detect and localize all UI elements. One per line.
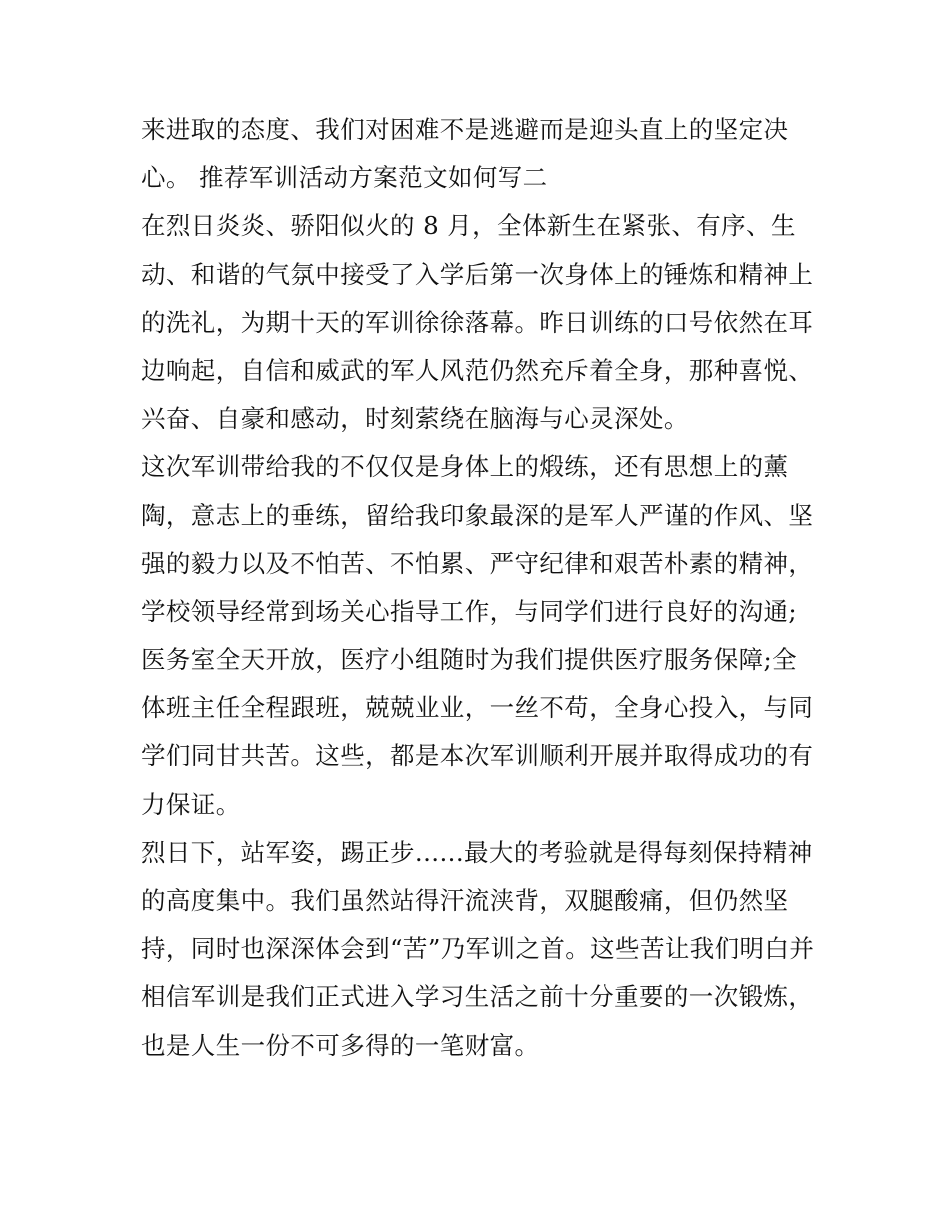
text-line: 学们同甘共苦。这些，都是本次军训顺利开展并取得成功的有 <box>141 741 814 771</box>
text-line: 力保证。 <box>141 789 241 819</box>
text-line: 强的毅力以及不怕苦、不怕累、严守纪律和艰苦朴素的精神， <box>141 548 814 578</box>
document-body <box>141 106 813 1070</box>
text-line: 兴奋、自豪和感动，时刻萦绕在脑海与心灵深处。 <box>141 404 689 434</box>
text-line: 也是人生一份不可多得的一笔财富。 <box>141 1030 540 1060</box>
text-line: 在烈日炎炎、骄阳似火的 8 月，全体新生在紧张、有序、生 <box>141 211 796 241</box>
text-line: 医务室全天开放，医疗小组随时为我们提供医疗服务保障;全 <box>141 645 798 675</box>
text-line: 陶，意志上的垂练，留给我印象最深的是军人严谨的作风、坚 <box>141 500 814 530</box>
text-line: 持，同时也深深体会到“苦”乃军训之首。这些苦让我们明白并 <box>141 934 815 964</box>
text-line: 来进取的态度、我们对困难不是逃避而是迎头直上的坚定决 <box>141 115 789 144</box>
text-line: 相信军训是我们正式进入学习生活之前十分重要的一次锻炼， <box>141 982 814 1012</box>
text-line: 学校领导经常到场关心指导工作，与同学们进行良好的沟通; <box>141 596 798 626</box>
text-line: 的高度集中。我们虽然站得汗流浃背，双腿酸痛，但仍然坚 <box>141 886 789 915</box>
text-line: 心。 推荐军训活动方案范文如何写二 <box>141 163 548 193</box>
text-line: 的洗礼，为期十天的军训徐徐落幕。昨日训练的口号依然在耳 <box>141 307 814 337</box>
text-line: 体班主任全程跟班，兢兢业业，一丝不苟，全身心投入，与同 <box>141 693 814 723</box>
text-line: 动、和谐的气氛中接受了入学后第一次身体上的锤炼和精神上 <box>141 259 814 289</box>
text-line: 这次军训带给我的不仅仅是身体上的煅练，还有思想上的薰 <box>141 452 789 482</box>
text-line: 烈日下，站军姿，踢正步......最大的考验就是得每刻保持精神 <box>141 837 813 867</box>
text-line: 边响起，自信和威武的军人风范仍然充斥着全身，那种喜悦、 <box>141 355 814 385</box>
